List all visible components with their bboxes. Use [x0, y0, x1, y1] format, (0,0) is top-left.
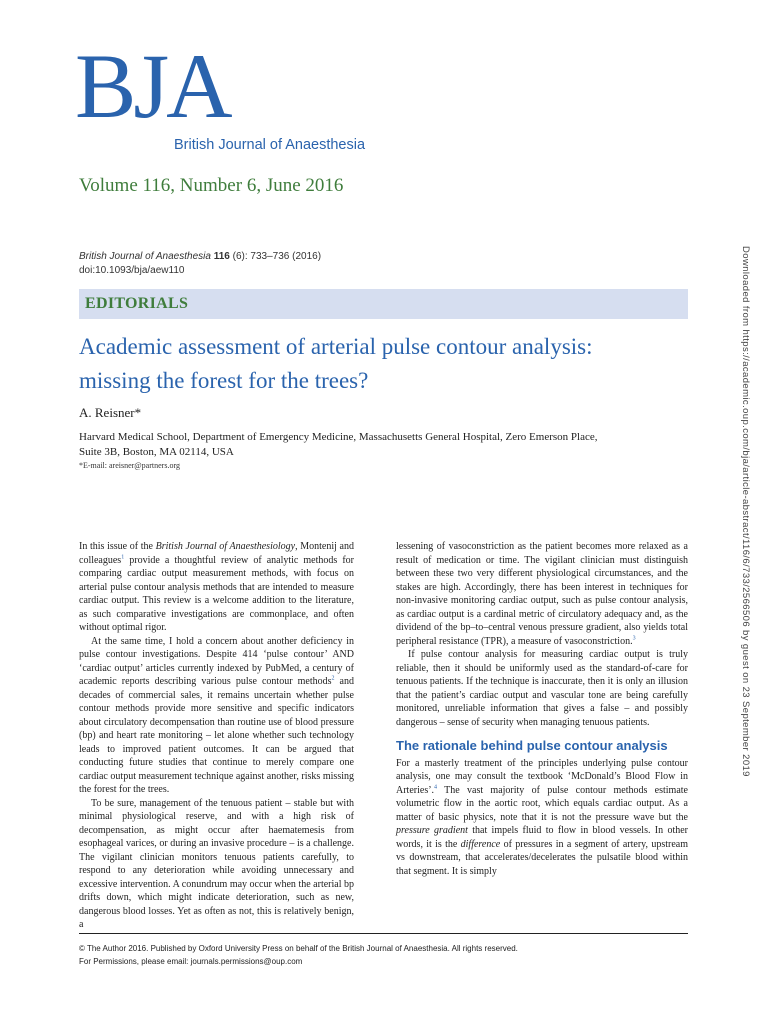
paragraph [396, 757, 688, 879]
citation [79, 250, 321, 278]
title-line-2: missing the forest for the trees? [79, 368, 369, 393]
text: of pressures in a segment of artery, upstream vs downstream, that accelerates/decelerates the pulsatile blood within that segment. It is simply [396, 838, 688, 877]
text: provide a thoughtful review of analytic methods for comparing cardiac output measurement methods, with focus on arterial pulse contour analysis methods that are intended to measure cardiac output. This review is a welcome addition to the literature, as such comparative investigations are commonplace, and often without optimal rigor. [79, 554, 354, 633]
text: At the same time, I hold a concern about another deficiency in pulse contour investigations. Despite 414 ‘pulse contour’ AND ‘cardiac output’ articles currently indexed by PubMed, a century of academic reports describing various pulse contour methods [79, 635, 354, 687]
permissions: For Permissions, please email: journals.permissions@oup.com [79, 957, 303, 966]
affiliation [79, 430, 699, 460]
body-column-right [396, 540, 688, 878]
text: The vast majority of pulse contour methods estimate volumetric flow in the aortic root, which equals cardiac output. As a matter of basic physics, note that it is not the pressure wave but the [396, 784, 688, 823]
text-italic: British Journal of Anaesthesiology [155, 541, 296, 552]
text-italic: difference [460, 838, 501, 850]
paragraph [79, 540, 354, 635]
citation-volume: 116 [213, 251, 230, 262]
author-email: *E-mail: areisner@partners.org [79, 461, 180, 470]
journal-name: British Journal of Anaesthesia [174, 137, 366, 153]
reference-link[interactable]: 2 [331, 675, 335, 682]
article-title [79, 330, 719, 398]
affiliation-line-2: Suite 3B, Boston, MA 02114, USA [79, 446, 234, 458]
paragraph [79, 635, 354, 797]
citation-doi: doi:10.1093/bja/aew110 [79, 265, 185, 276]
text-italic: pressure gradient [396, 825, 468, 836]
citation-journal: British Journal of Anaesthesia [79, 251, 211, 262]
section-label: EDITORIALS [85, 295, 189, 312]
reference-link[interactable]: 3 [632, 635, 636, 642]
download-watermark: Downloaded from https://academic.oup.com/bja/article-abstract/116/6/733/2566506 by guest on 23 September 2019 [740, 246, 751, 777]
volume-info: Volume 116, Number 6, June 2016 [79, 175, 344, 196]
copyright: © The Author 2016. Published by Oxford University Press on behalf of the British Journal of Anaesthesia. All rights reserved. [79, 944, 518, 953]
text: , Montenij and colleagues [79, 541, 354, 566]
text: For a masterly treatment of the principles underlying pulse contour analysis, one may consult the textbook ‘McDonald’s Blood Flow in Arteries’. [396, 757, 688, 796]
reference-link[interactable]: 4 [434, 784, 438, 791]
text: and decades of commercial sales, it remains uncertain whether pulse contour methods provide more sensitive and specific indicators about circulatory decompensation than routine use of blood pressure (bp) and heart rate monitoring – let alone whether such technology leads to improved patient outcomes. It can be argued that conducting future studies that continue to merely compare one cardiac output measurement technique against another, risks missing the forest for the trees. [79, 676, 354, 795]
text: lessening of vasoconstriction as the patient becomes more relaxed as a result of medication or time. The vigilant clinician must distinguish between these two very different physiological circumstances, and the stakes are high. Accordingly, there has been interest in techniques for non-invasive monitoring cardiac output, such as pulse contour analysis, as cardiac output is a cardinal metric of circulatory adequacy and, as the dividend of the bp–to–central venous pressure gradient, also yields total peripheral resistance (TPR), a measure of vasoconstriction. [396, 541, 688, 647]
affiliation-line-1: Harvard Medical School, Department of Emergency Medicine, Massachusetts General Hospital, Zero Emerson Place, [79, 431, 598, 443]
footer-divider [79, 933, 688, 934]
author: A. Reisner* [79, 405, 142, 420]
citation-pages: (6): 733–736 (2016) [232, 251, 322, 262]
journal-logo: BJA [75, 35, 230, 137]
footer [79, 942, 518, 968]
paragraph: If pulse contour analysis for measuring cardiac output is truly reliable, then it should be uniformly used as the standard-of-care for tenuous patients. If the technique is inaccurate, then it is only an illusion that the patient’s cardiac output and vascular tone are being carefully monitored, unreliable information that gives a false – and possibly dangerous – sense of security when managing tenuous patients. [396, 649, 688, 728]
title-line-1: Academic assessment of arterial pulse contour analysis: [79, 334, 593, 359]
paragraph: To be sure, management of the tenuous patient – stable but with minimal physiological reserve, and with a high risk of decompensation, as might occur after haematemesis from esophageal varices, or during an invasive procedure – is a challenge. The vigilant clinician monitors tenuous patients carefully, to respond to any deterioration while avoiding unnecessary and excessive intervention. A conundrum may occur when the arterial bp drifts down, which might indicate deterioration, such as new, dangerous blood losses. Yet as often as not, this is relatively benign, a [79, 797, 354, 930]
paragraph [396, 540, 688, 648]
body-column-left [79, 540, 354, 932]
text: that impels fluid to flow in blood vessels. In other words, it is the [396, 825, 688, 850]
reference-link[interactable]: 1 [121, 554, 125, 561]
section-subheading: The rationale behind pulse contour analysis [396, 738, 668, 753]
text: In this issue of the [79, 541, 156, 552]
